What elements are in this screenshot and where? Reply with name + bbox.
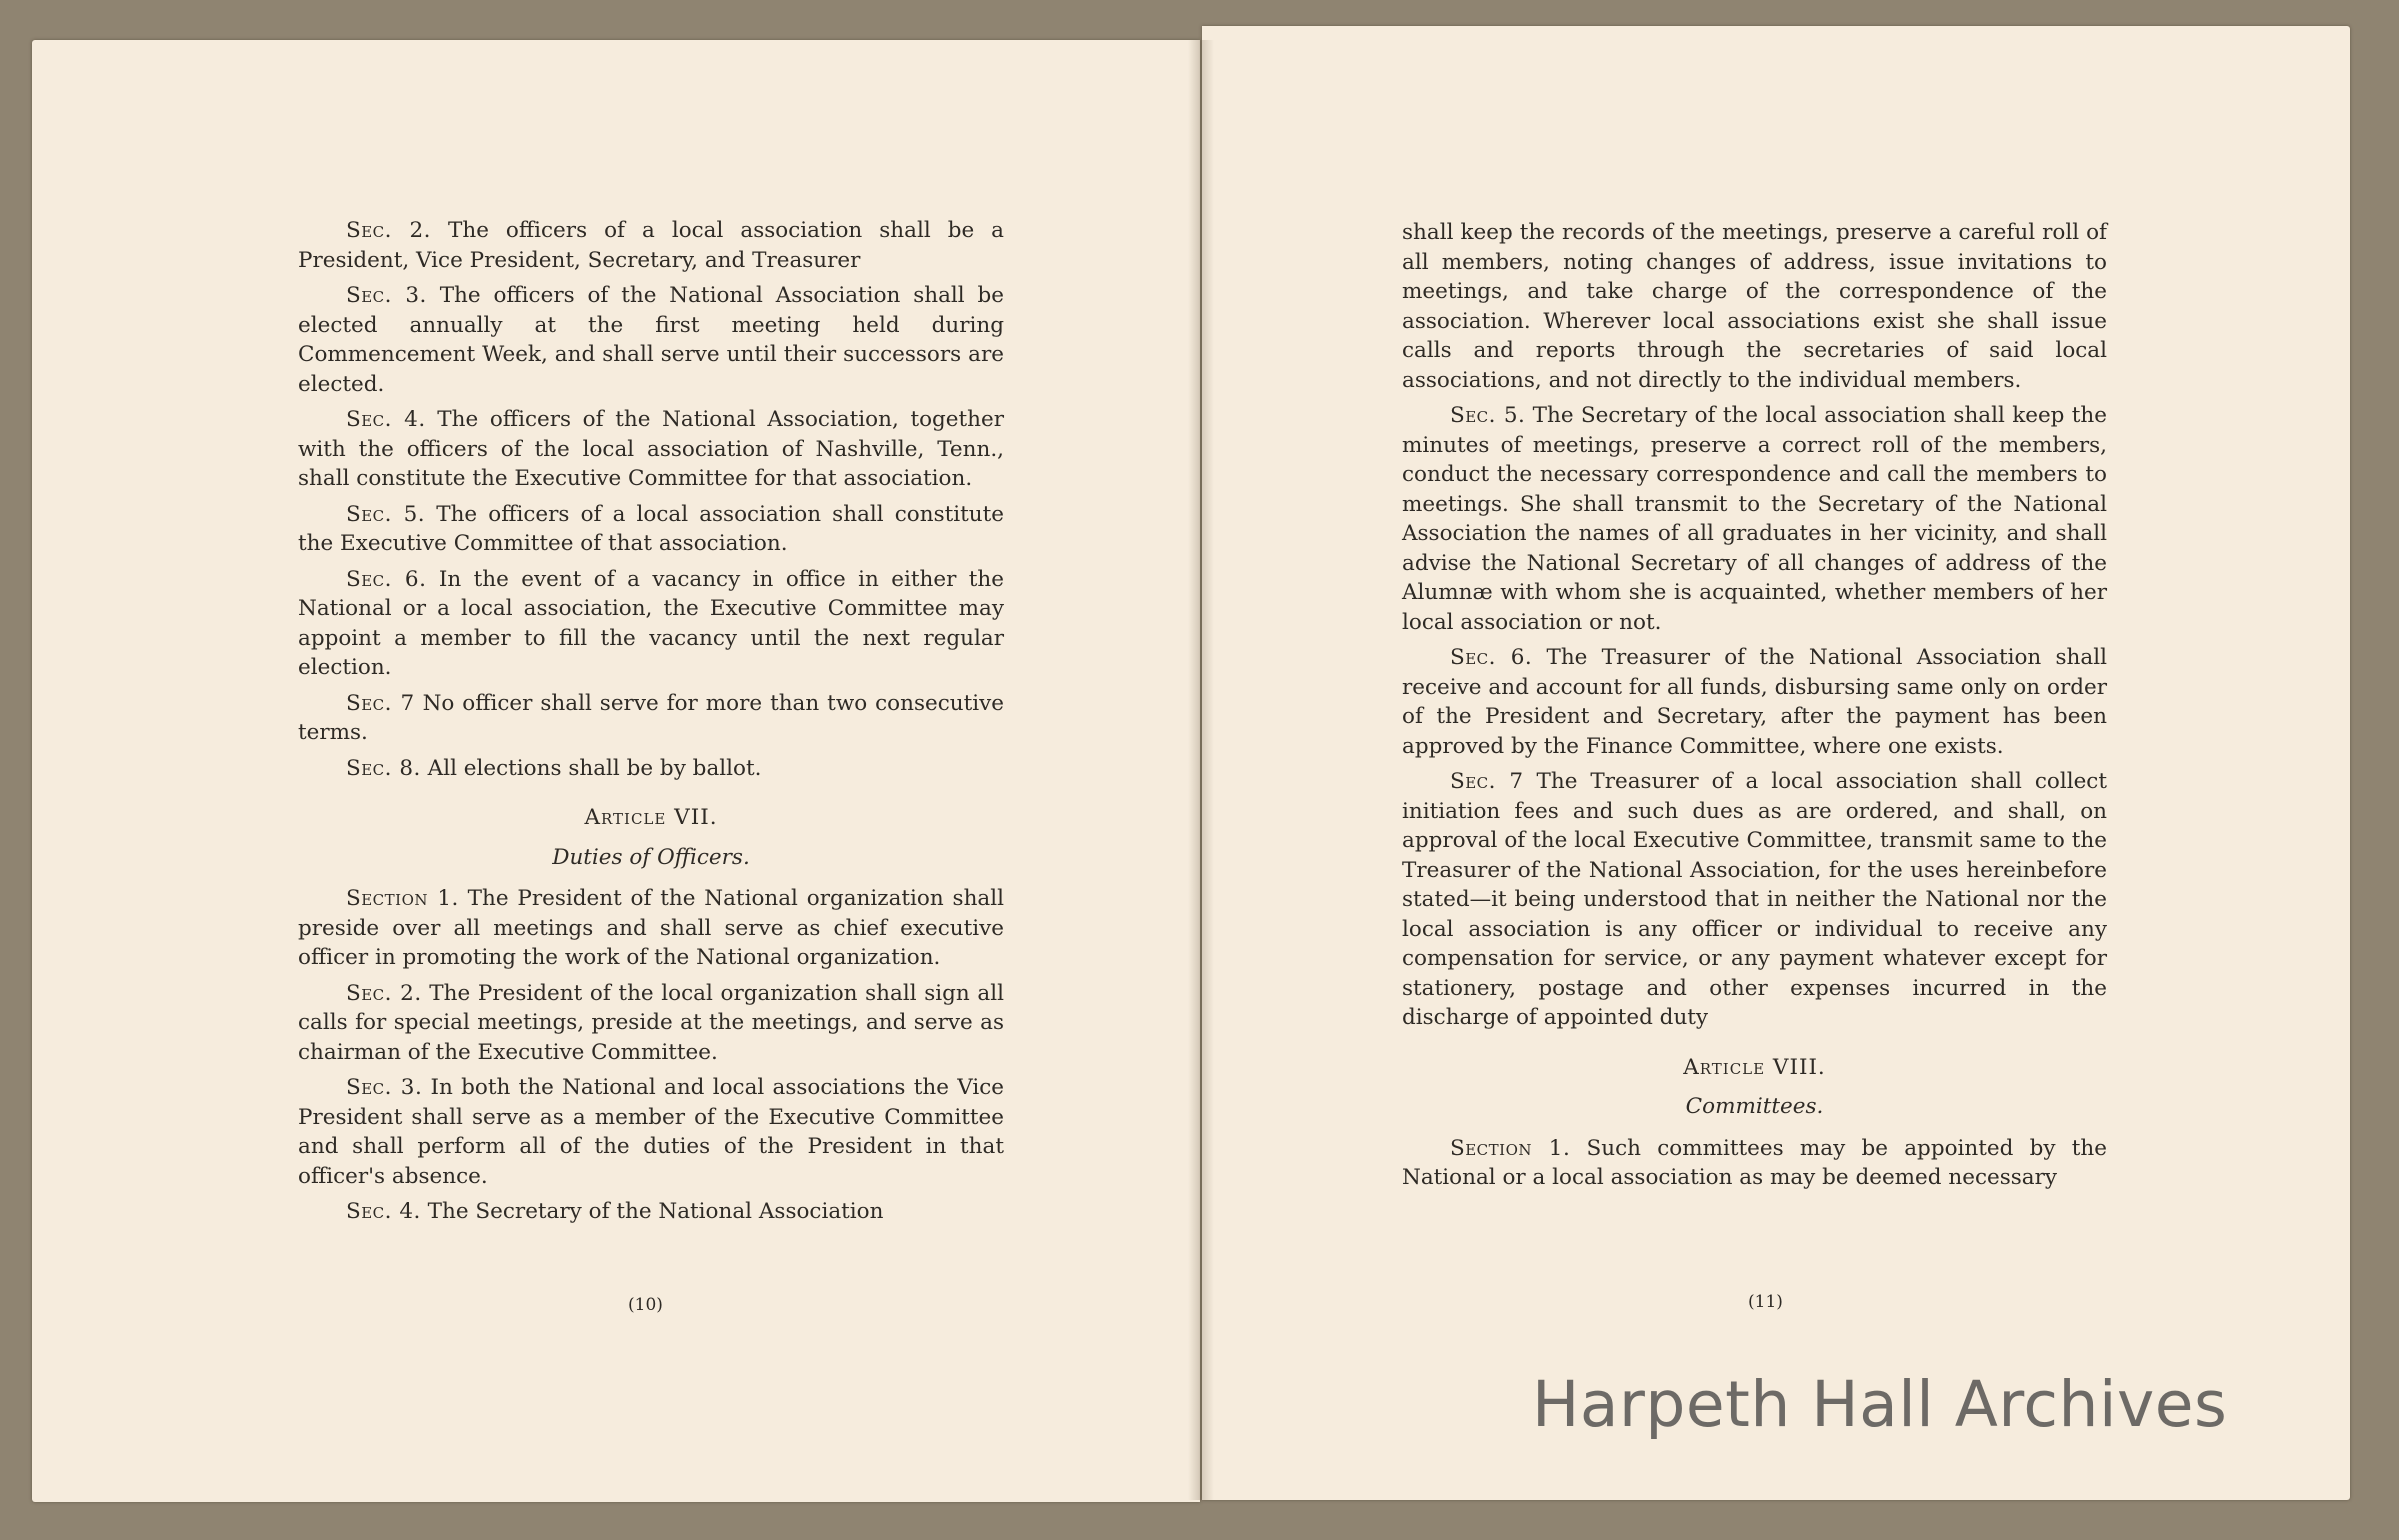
paragraph-text: All elections shall be by ballot. — [420, 755, 762, 781]
section-label: Sec. 7 — [346, 690, 415, 716]
paragraph — [298, 1073, 1004, 1191]
paragraph — [298, 1197, 1004, 1227]
paragraph — [1402, 401, 2107, 637]
paragraph-text: No officer shall serve for more than two consecutive terms. — [298, 690, 1004, 745]
section-label: Sec. 5. — [1450, 403, 1526, 428]
paragraph — [1402, 1134, 2107, 1193]
section-label: Sec. 7 — [1450, 769, 1524, 794]
paragraph — [1402, 643, 2107, 761]
paragraph — [298, 565, 1004, 683]
section-label: Sec. 2. — [346, 218, 432, 243]
article-subheading: Duties of Officers. — [552, 844, 750, 870]
paragraph — [298, 281, 1004, 399]
paragraph — [298, 754, 1004, 784]
book-gutter — [1188, 40, 1214, 1500]
section-label: Sec. 5. — [346, 501, 426, 527]
paragraph: shall keep the records of the meetings, preserve a careful roll of all members, noting changes of address, issue invitations to meetings, and take charge of the correspondence of the association. Wherever local associations exist she shall issue calls and reports through the secretaries of said local associations, and not directly to the individual members. — [1402, 220, 2107, 393]
section-label: Sec. 6. — [346, 566, 427, 592]
paragraph-text: In both the National and local associations the Vice President shall serve as a member of the Executive Committee and shall perform all of the duties of the President in that officer's absence. — [298, 1075, 1004, 1189]
left-page-text — [298, 216, 1004, 1233]
paragraph — [298, 979, 1004, 1068]
paragraph — [1402, 767, 2107, 1033]
paragraph — [298, 405, 1004, 494]
paragraph-text: The officers of a local association shall constitute the Executive Committee of that association. — [298, 501, 1004, 556]
page-number: (11) — [1748, 1292, 1783, 1312]
paragraph — [298, 884, 1004, 973]
paragraph-text: The Secretary of the local association shall keep the minutes of meetings, preserve a correct roll of the members, conduct the necessary correspondence and call the members to meetings. She shall transmit to the Secretary of the National Association the names of all graduates in her vicinity, and shall advise the National Secretary of all changes of address of the Alumnæ with whom she is acquainted, whether members of her local association or not. — [1402, 403, 2107, 635]
paragraph-text: The officers of the National Association shall be elected annually at the first meeting held during Commencement Week, and shall serve until their successors are elected. — [298, 283, 1004, 397]
paragraph-text: The President of the National organization shall preside over all meetings and shall serve as chief executive officer in promoting the work of the National organization. — [298, 886, 1004, 970]
archive-watermark: Harpeth Hall Archives — [1532, 1368, 2228, 1441]
section-label: Sec. 4. — [346, 1199, 421, 1224]
section-label: Sec. 6. — [1450, 645, 1533, 670]
paragraph-text: The Treasurer of a local association shall collect initiation fees and such dues as are ordered, and shall, on approval of the local Executive Committee, transmit same to the Treasurer of the National Association, for the uses hereinbefore stated—it being understood that in neither the National nor the local association is any officer or individual to receive any compensation for service, or any payment whatever except for stationery, postage and other expenses incurred in the discharge of appointed duty — [1402, 769, 2107, 1030]
paragraph-text: Such committees may be appointed by the National or a local association as may be deemed necessary — [1402, 1135, 2108, 1190]
paragraph — [298, 689, 1004, 748]
article-subheading: Committees. — [1685, 1094, 1824, 1119]
paragraph — [298, 500, 1004, 559]
section-label: Section 1. — [1450, 1135, 1571, 1161]
section-label: Sec. 8. — [346, 755, 421, 781]
section-label: Sec. 4. — [346, 407, 426, 432]
paragraph-text: The President of the local organization shall sign all calls for special meetings, preside at the meetings, and serve as chairman of the Executive Committee. — [298, 980, 1004, 1065]
page-number: (10) — [628, 1295, 663, 1315]
section-label: Sec. 3. — [346, 1075, 423, 1100]
section-label: Sec. 2. — [346, 980, 422, 1006]
right-page-text — [1402, 218, 2107, 1199]
article-heading: Article VII. — [584, 805, 718, 830]
paragraph-text: The officers of a local association shall be a President, Vice President, Secretary, and Treasurer — [298, 218, 1004, 273]
paragraph-text: The Treasurer of the National Association shall receive and account for all funds, disbursing same only on order of the President and Secretary, after the payment has been approved by the Finance Committee, where one exists. — [1402, 645, 2107, 759]
paragraph-text: The officers of the National Association, together with the officers of the local association of Nashville, Tenn., shall constitute the Executive Committee for that association. — [298, 407, 1004, 491]
paragraph-text: In the event of a vacancy in office in either the National or a local association, the Executive Committee may appoint a member to fill the vacancy until the next regular election. — [298, 566, 1004, 680]
section-label: Section 1. — [346, 886, 459, 911]
article-heading: Article VIII. — [1683, 1054, 1826, 1080]
section-label: Sec. 3. — [346, 283, 427, 308]
paragraph — [298, 216, 1004, 275]
paragraph-text: The Secretary of the National Association — [420, 1199, 884, 1224]
